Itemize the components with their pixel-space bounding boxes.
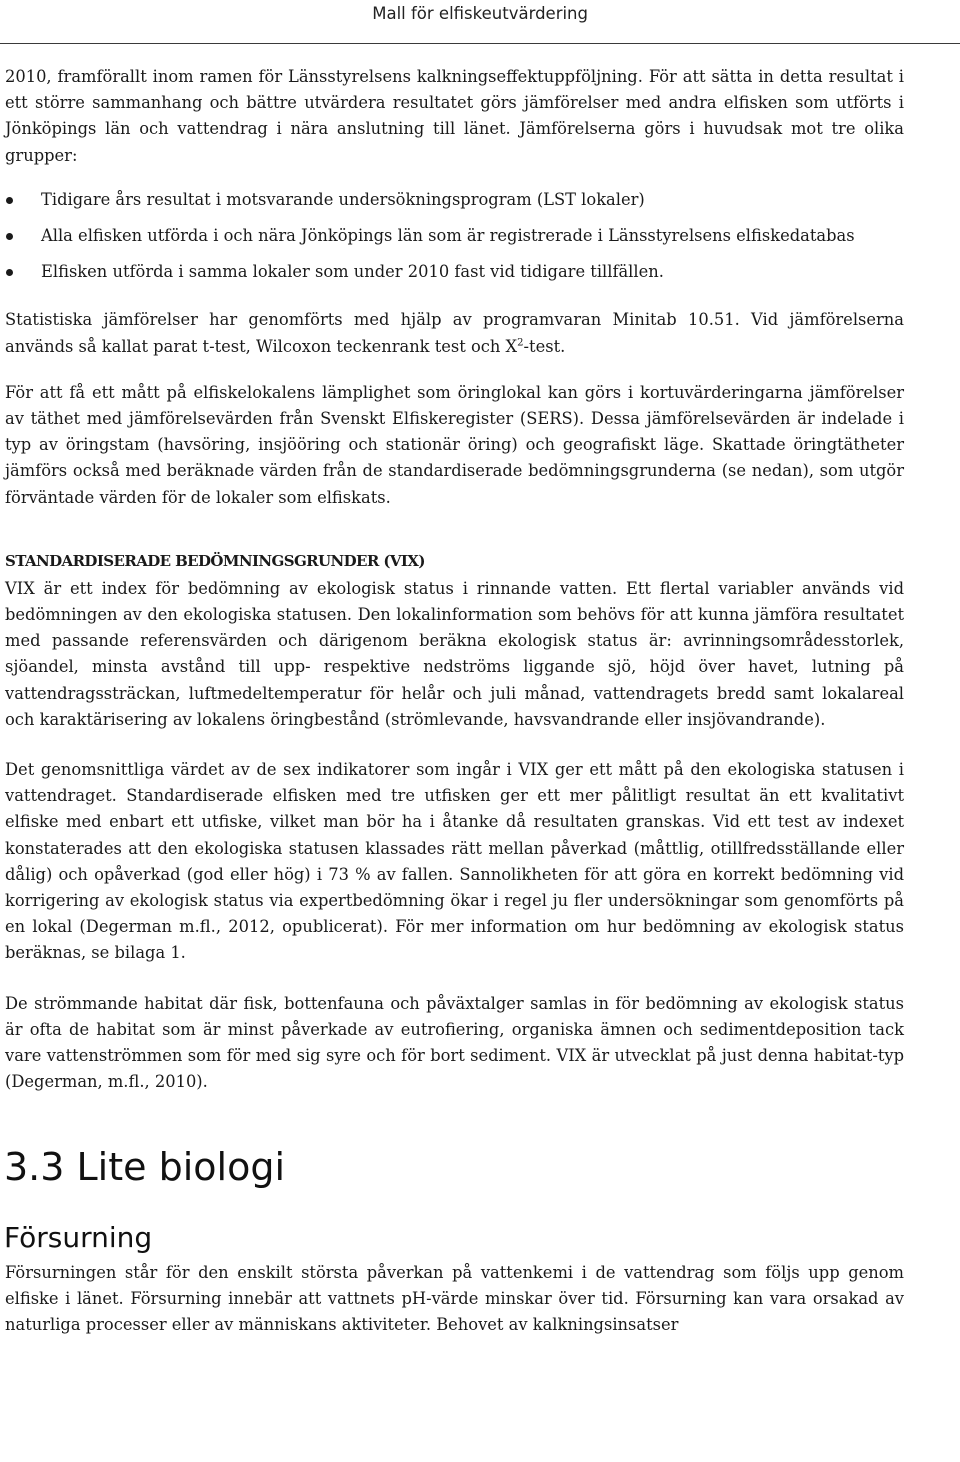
running-header-title: Mall för elfiskeutvärdering <box>372 4 588 23</box>
list-item: Elfisken utförda i samma lokaler som under 2010 fast vid tidigare tillfällen. <box>5 259 904 285</box>
statistics-text: Statistiska jämförelser har genomförts med hjälp av programvaran Minitab 10.51. Vid jämförelserna används så kallat parat t-test, Wilcoxon teckenrank test och X <box>5 310 904 356</box>
vix-intro-paragraph: VIX är ett index för bedömning av ekologisk status i rinnande vatten. Ett flertal variabler används vid bedömningen av den ekologiska statusen. Den lokalinformation som behövs för att kunna jämföra resultatet med passande referensvärden och därigenom beräkna ekologisk status är: avrinningsområdesstorlek, sjöandel, minsta avstånd till upp- respektive nedströms liggande sjö, höjd över havet, lutning på vattendragssträckan, luftmedeltemperatur för helår och juli månad, vattendragets bredd samt lokalareal och karaktärisering av lokalens öringbestånd (strömlevande, havsvandrande eller insjövandrande). <box>5 578 904 729</box>
list-item: Alla elfisken utförda i och nära Jönköpings län som är registrerade i Länsstyrelsens elfiskedatabas <box>5 223 904 249</box>
section-heading: 3.3 Lite biologi <box>4 1144 286 1189</box>
list-item: Tidigare års resultat i motsvarande undersökningsprogram (LST lokaler) <box>5 187 904 213</box>
comparison-values-paragraph: För att få ett mått på elfiskelokalens lämplighet som öringlokal kan görs i kortuvärderingarna jämförelser av täthet med jämförelsevärden från Svenskt Elfiskeregister (SERS). Dessa jämförelsevärden är indelade i typ av öringstam (havsöring, insjööring och stationär öring) och geografiskt läge. Skattade öringtätheter jämförs också med beräknade värden från de standardiserade bedömningsgrunderna (se nedan), som utgör förväntade värden för de lokaler som elfiskats. <box>5 382 904 507</box>
acidification-paragraph: Försurningen står för den enskilt största påverkan på vattenkemi i de vattendrag som följs upp genom elfiske i länet. Försurning innebär att vattnets pH-värde minskar över tid. Försurning kan vara orsakad av naturliga processer eller av människans aktiviteter. Behovet av kalkningsinsatser <box>5 1262 904 1334</box>
statistics-paragraph <box>5 307 904 359</box>
intro-paragraph: 2010, framförallt inom ramen för Länsstyrelsens kalkningseffektuppföljning. För att sätta in detta resultat i ett större sammanhang och bättre utvärdera resultatet görs jämförelser med andra elfisken som utförts i Jönköpings län och vattendrag i nära anslutning till länet. Jämförelserna görs i huvudsak mot tre olika grupper: <box>5 67 904 165</box>
vix-section-heading: STANDARDISERADE BEDÖMNINGSGRUNDER (VIX) <box>5 551 425 570</box>
statistics-text-end: -test. <box>523 336 566 356</box>
vix-mean-paragraph: Det genomsnittliga värdet av de sex indikatorer som ingår i VIX ger ett mått på den ekologiska statusen i vattendraget. Standardiserade elfisken med tre utfisken ger ett mer pålitligt resultat än ett kvalitativt elfiske med enbart ett utfiske, vilket man bör ha i åtanke då resultaten granskas. Vid ett test av indexet konstaterades att den ekologiska statusen klassades rätt mellan påverkad (måttlig, otillfredsställande eller dålig) och opåverkad (god eller hög) i 73 % av fallen. Sannolikheten för att göra en korrekt bedömning vid korrigering av ekologisk status via expertbedömning ökar i regel ju fler undersökningar som genomförts på en lokal (Degerman m.fl., 2012, opublicerat). För mer information om hur bedömning av ekologisk status beräknas, se bilaga 1. <box>5 760 904 963</box>
habitat-paragraph: De strömmande habitat där fisk, bottenfauna och påväxtalger samlas in för bedömning av ekologisk status är ofta de habitat som är minst påverkade av eutrofiering, organiska ämnen och sedimentdeposition tack vare vattenströmmen som för med sig syre och för bort sediment. VIX är utvecklat på just denna habitat-typ (Degerman, m.fl., 2010). <box>5 993 904 1092</box>
chi-square-superscript: 2 <box>517 337 524 349</box>
page-body <box>5 64 904 1338</box>
comparison-groups-list <box>5 187 904 286</box>
running-header <box>0 0 960 44</box>
subsection-heading: Försurning <box>4 1220 153 1254</box>
